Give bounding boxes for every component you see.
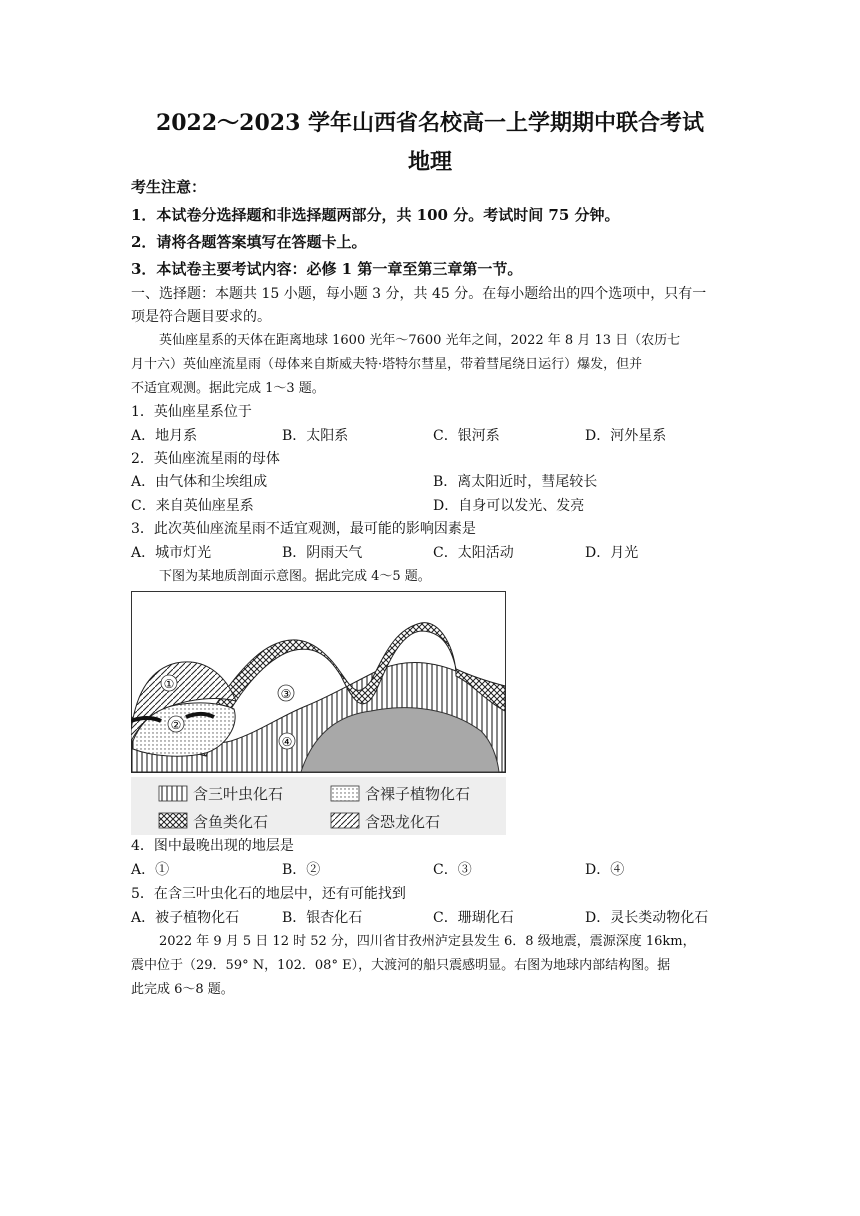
legend-item-trilobite — [159, 785, 283, 803]
option-c: C．③ — [433, 862, 472, 878]
option-a: A．由气体和尘埃组成 — [131, 474, 268, 490]
svg-text:①: ① — [163, 677, 175, 691]
option-c: C．银河系 — [433, 428, 500, 444]
notice-item: 3．本试卷主要考试内容：必修 1 第一章至第三章第一节。 — [131, 260, 523, 278]
option-a: A．城市灯光 — [131, 545, 212, 561]
svg-text:含鱼类化石: 含鱼类化石 — [193, 813, 269, 831]
option-d: D．自身可以发光、发亮 — [433, 498, 585, 514]
passage-text: 不适宜观测。据此完成 1～3 题。 — [131, 381, 325, 396]
legend-item-fish — [159, 813, 268, 831]
option-b: B．阴雨天气 — [282, 545, 363, 561]
question-stem: 5．在含三叶虫化石的地层中，还有可能找到 — [131, 886, 406, 902]
option-b: B．太阳系 — [282, 428, 349, 444]
layer-label-2 — [168, 716, 184, 732]
option-d: D．④ — [585, 862, 625, 878]
option-a: A．被子植物化石 — [131, 910, 240, 926]
option-a: A．地月系 — [131, 428, 198, 444]
svg-text:②: ② — [170, 718, 182, 732]
option-d: D．河外星系 — [585, 428, 667, 444]
geologic-section-figure — [131, 591, 506, 835]
exam-title: 2022～2023 学年山西省名校高一上学期期中联合考试 — [155, 110, 705, 136]
layer-label-4 — [279, 733, 295, 749]
notice-item: 2．请将各题答案填写在答题卡上。 — [131, 233, 367, 251]
passage-text: 下图为某地质剖面示意图。据此完成 4～5 题。 — [159, 569, 431, 584]
notice-item: 1．本试卷分选择题和非选择题两部分，共 100 分。考试时间 75 分钟。 — [131, 206, 620, 224]
layer-label-1 — [161, 675, 177, 691]
passage-text: 英仙座星系的天体在距离地球 1600 光年～7600 光年之间，2022 年 8 月 13 日（农历七 — [159, 333, 681, 348]
svg-text:含三叶虫化石: 含三叶虫化石 — [193, 785, 284, 803]
svg-text:含恐龙化石: 含恐龙化石 — [365, 813, 441, 831]
question-stem: 2．英仙座流星雨的母体 — [131, 451, 280, 467]
passage-text: 此完成 6～8 题。 — [131, 982, 234, 997]
option-d: D．灵长类动物化石 — [585, 910, 709, 926]
question-stem: 4．图中最晚出现的地层是 — [131, 838, 294, 854]
passage-text: 震中位于（29．59° N，102．08° E），大渡河的船只震感明显。右图为地球内部结构图。据 — [131, 958, 671, 973]
option-b: B．银杏化石 — [282, 910, 363, 926]
question-stem: 3．此次英仙座流星雨不适宜观测，最可能的影响因素是 — [131, 521, 476, 537]
layer-label-3 — [278, 685, 294, 701]
option-a: A．① — [131, 862, 170, 878]
section-intro: 项是符合题目要求的。 — [131, 309, 271, 325]
legend-item-dinosaur — [331, 813, 440, 831]
section-intro: 一、选择题：本题共 15 小题，每小题 3 分，共 45 分。在每小题给出的四个选项中，只有一 — [131, 286, 707, 302]
legend-item-gymnosperm — [331, 785, 470, 803]
svg-text:③: ③ — [280, 687, 292, 701]
question-stem: 1．英仙座星系位于 — [131, 404, 252, 420]
option-b: B．离太阳近时，彗尾较长 — [433, 474, 598, 490]
option-c: C．太阳活动 — [433, 545, 514, 561]
option-c: C．珊瑚化石 — [433, 910, 514, 926]
notice-heading: 考生注意： — [131, 178, 207, 196]
svg-text:含裸子植物化石: 含裸子植物化石 — [365, 785, 471, 803]
option-d: D．月光 — [585, 545, 639, 561]
svg-text:④: ④ — [281, 735, 293, 749]
passage-text: 月十六）英仙座流星雨（母体来自斯威夫特·塔特尔彗星，带着彗尾绕日运行）爆发，但并 — [131, 357, 643, 372]
option-b: B．② — [282, 862, 321, 878]
subject-title: 地理 — [407, 149, 452, 175]
option-c: C．来自英仙座星系 — [131, 498, 254, 514]
passage-text: 2022 年 9 月 5 日 12 时 52 分，四川省甘孜州泸定县发生 6．8 级地震，震源深度 16km， — [159, 934, 696, 949]
